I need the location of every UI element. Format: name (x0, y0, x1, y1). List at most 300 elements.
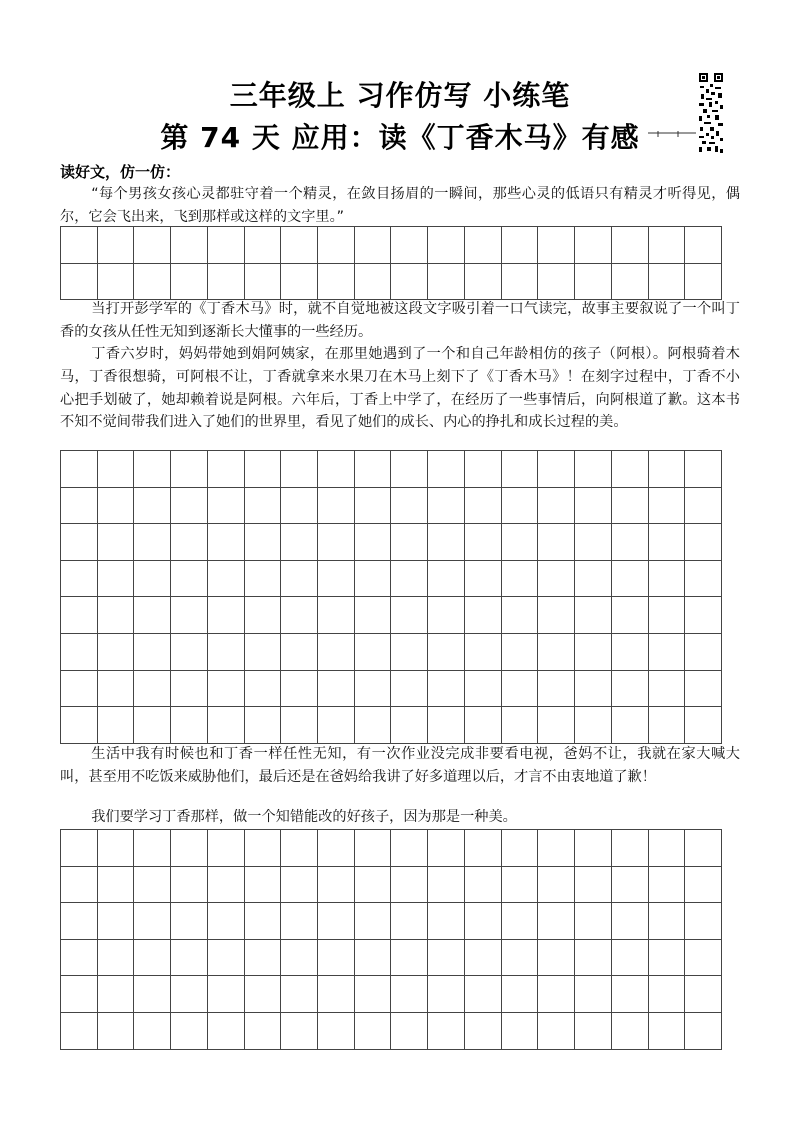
grid-cell[interactable] (575, 227, 612, 264)
grid-cell[interactable] (134, 227, 171, 264)
grid-cell[interactable] (134, 451, 171, 488)
grid-cell[interactable] (245, 264, 282, 301)
grid-cell[interactable] (98, 488, 135, 525)
grid-cell[interactable] (391, 940, 428, 977)
grid-cell[interactable] (355, 264, 392, 301)
grid-cell[interactable] (612, 976, 649, 1013)
grid-cell[interactable] (685, 976, 722, 1013)
grid-cell[interactable] (612, 830, 649, 867)
grid-cell[interactable] (612, 707, 649, 744)
grid-cell[interactable] (318, 227, 355, 264)
grid-cell[interactable] (245, 903, 282, 940)
grid-cell[interactable] (61, 634, 98, 671)
grid-cell[interactable] (465, 264, 502, 301)
grid-cell[interactable] (428, 597, 465, 634)
grid-cell[interactable] (281, 524, 318, 561)
grid-cell[interactable] (649, 671, 686, 708)
grid-cell[interactable] (391, 671, 428, 708)
grid-cell[interactable] (428, 524, 465, 561)
grid-cell[interactable] (208, 264, 245, 301)
grid-cell[interactable] (318, 597, 355, 634)
grid-cell[interactable] (428, 976, 465, 1013)
grid-cell[interactable] (281, 903, 318, 940)
grid-cell[interactable] (391, 264, 428, 301)
grid-cell[interactable] (61, 264, 98, 301)
grid-cell[interactable] (428, 227, 465, 264)
grid-cell[interactable] (649, 524, 686, 561)
grid-cell[interactable] (538, 227, 575, 264)
grid-cell[interactable] (538, 561, 575, 598)
grid-cell[interactable] (502, 671, 539, 708)
grid-cell[interactable] (208, 867, 245, 904)
grid-cell[interactable] (465, 976, 502, 1013)
grid-cell[interactable] (391, 524, 428, 561)
grid-cell[interactable] (171, 671, 208, 708)
grid-cell[interactable] (391, 488, 428, 525)
grid-cell[interactable] (98, 597, 135, 634)
grid-cell[interactable] (61, 867, 98, 904)
grid-cell[interactable] (685, 634, 722, 671)
grid-cell[interactable] (98, 903, 135, 940)
grid-cell[interactable] (98, 561, 135, 598)
grid-cell[interactable] (318, 940, 355, 977)
grid-cell[interactable] (391, 903, 428, 940)
grid-cell[interactable] (538, 524, 575, 561)
grid-cell[interactable] (575, 830, 612, 867)
grid-cell[interactable] (245, 1013, 282, 1050)
grid-cell[interactable] (685, 903, 722, 940)
grid-cell[interactable] (685, 940, 722, 977)
grid-cell[interactable] (98, 1013, 135, 1050)
grid-cell[interactable] (538, 940, 575, 977)
grid-cell[interactable] (98, 451, 135, 488)
grid-cell[interactable] (465, 830, 502, 867)
grid-cell[interactable] (685, 561, 722, 598)
grid-cell[interactable] (98, 707, 135, 744)
grid-cell[interactable] (355, 903, 392, 940)
grid-cell[interactable] (575, 524, 612, 561)
grid-cell[interactable] (575, 561, 612, 598)
grid-cell[interactable] (355, 830, 392, 867)
grid-cell[interactable] (538, 488, 575, 525)
grid-cell[interactable] (649, 940, 686, 977)
grid-cell[interactable] (171, 976, 208, 1013)
grid-cell[interactable] (502, 707, 539, 744)
grid-cell[interactable] (61, 597, 98, 634)
grid-cell[interactable] (98, 227, 135, 264)
grid-cell[interactable] (685, 867, 722, 904)
page-subtitle: 第 74 天 应用：读《丁香木马》有感 (160, 121, 640, 154)
grid-cell[interactable] (538, 867, 575, 904)
grid-cell[interactable] (208, 940, 245, 977)
grid-cell[interactable] (318, 830, 355, 867)
grid-cell[interactable] (465, 903, 502, 940)
grid-cell[interactable] (208, 524, 245, 561)
grid-cell[interactable] (465, 227, 502, 264)
grid-cell[interactable] (61, 1013, 98, 1050)
grid-cell[interactable] (538, 1013, 575, 1050)
grid-cell[interactable] (281, 707, 318, 744)
grid-cell[interactable] (281, 227, 318, 264)
grid-cell[interactable] (575, 264, 612, 301)
grid-cell[interactable] (245, 524, 282, 561)
grid-cell[interactable] (649, 830, 686, 867)
grid-cell[interactable] (685, 830, 722, 867)
grid-cell[interactable] (502, 264, 539, 301)
grid-cell[interactable] (318, 451, 355, 488)
grid-cell[interactable] (391, 976, 428, 1013)
grid-cell[interactable] (391, 451, 428, 488)
grid-cell[interactable] (502, 1013, 539, 1050)
grid-cell[interactable] (391, 707, 428, 744)
grid-cell[interactable] (465, 634, 502, 671)
grid-cell[interactable] (685, 227, 722, 264)
grid-cell[interactable] (685, 264, 722, 301)
grid-cell[interactable] (428, 451, 465, 488)
grid-cell[interactable] (245, 227, 282, 264)
grid-cell[interactable] (428, 1013, 465, 1050)
grid-cell[interactable] (428, 903, 465, 940)
grid-cell[interactable] (612, 597, 649, 634)
qr-code-icon (698, 72, 724, 154)
grid-cell[interactable] (208, 1013, 245, 1050)
grid-cell[interactable] (612, 867, 649, 904)
grid-cell[interactable] (355, 940, 392, 977)
grid-cell[interactable] (98, 830, 135, 867)
grid-cell[interactable] (208, 830, 245, 867)
grid-cell[interactable] (612, 488, 649, 525)
grid-cell[interactable] (355, 976, 392, 1013)
grid-cell[interactable] (134, 707, 171, 744)
grid-cell[interactable] (355, 597, 392, 634)
grid-cell[interactable] (428, 671, 465, 708)
grid-cell[interactable] (245, 634, 282, 671)
grid-cell[interactable] (318, 707, 355, 744)
grid-cell[interactable] (245, 597, 282, 634)
grid-cell[interactable] (281, 634, 318, 671)
grid-cell[interactable] (685, 1013, 722, 1050)
grid-cell[interactable] (171, 903, 208, 940)
grid-cell[interactable] (208, 903, 245, 940)
grid-cell[interactable] (61, 940, 98, 977)
grid-cell[interactable] (465, 707, 502, 744)
writing-grid[interactable] (60, 226, 722, 300)
grid-cell[interactable] (281, 1013, 318, 1050)
grid-cell[interactable] (428, 830, 465, 867)
grid-cell[interactable] (355, 1013, 392, 1050)
grid-cell[interactable] (61, 671, 98, 708)
grid-cell[interactable] (61, 451, 98, 488)
grid-cell[interactable] (134, 524, 171, 561)
grid-cell[interactable] (538, 451, 575, 488)
grid-cell[interactable] (538, 634, 575, 671)
grid-cell[interactable] (318, 671, 355, 708)
grid-cell[interactable] (281, 561, 318, 598)
grid-cell[interactable] (612, 634, 649, 671)
grid-cell[interactable] (208, 561, 245, 598)
grid-cell[interactable] (98, 524, 135, 561)
grid-cell[interactable] (245, 561, 282, 598)
grid-cell[interactable] (502, 830, 539, 867)
grid-cell[interactable] (391, 561, 428, 598)
grid-cell[interactable] (465, 671, 502, 708)
grid-cell[interactable] (649, 227, 686, 264)
page-title: 三年级上 习作仿写 小练笔 (229, 79, 571, 112)
grid-cell[interactable] (538, 264, 575, 301)
grid-cell[interactable] (134, 867, 171, 904)
grid-cell[interactable] (538, 976, 575, 1013)
grid-cell[interactable] (502, 634, 539, 671)
grid-cell[interactable] (538, 597, 575, 634)
grid-cell[interactable] (612, 1013, 649, 1050)
grid-cell[interactable] (134, 264, 171, 301)
grid-cell[interactable] (171, 1013, 208, 1050)
grid-cell[interactable] (318, 524, 355, 561)
grid-cell[interactable] (171, 227, 208, 264)
grid-cell[interactable] (355, 634, 392, 671)
grid-cell[interactable] (502, 903, 539, 940)
grid-cell[interactable] (98, 867, 135, 904)
grid-cell[interactable] (465, 561, 502, 598)
grid-cell[interactable] (575, 488, 612, 525)
grid-cell[interactable] (612, 903, 649, 940)
grid-cell[interactable] (318, 976, 355, 1013)
grid-cell[interactable] (502, 976, 539, 1013)
grid-cell[interactable] (502, 451, 539, 488)
grid-cell[interactable] (355, 488, 392, 525)
grid-cell[interactable] (318, 561, 355, 598)
grid-cell[interactable] (391, 830, 428, 867)
grid-cell[interactable] (649, 867, 686, 904)
grid-cell[interactable] (685, 488, 722, 525)
grid-cell[interactable] (208, 707, 245, 744)
grid-cell[interactable] (575, 671, 612, 708)
paragraph-reflection: 生活中我有时候也和丁香一样任性无知，有一次作业没完成非要看电视，爸妈不让，我就在家大喊大叫，甚至用不吃饭来威胁他们，最后还是在爸妈给我讲了好多道理以后，才言不由衷地道了歉！ (60, 746, 740, 785)
grid-cell[interactable] (355, 451, 392, 488)
grid-cell[interactable] (502, 867, 539, 904)
grid-cell[interactable] (649, 451, 686, 488)
grid-cell[interactable] (171, 634, 208, 671)
grid-cell[interactable] (612, 451, 649, 488)
grid-cell[interactable] (428, 634, 465, 671)
grid-cell[interactable] (428, 867, 465, 904)
grid-cell[interactable] (134, 634, 171, 671)
grid-cell[interactable] (61, 227, 98, 264)
grid-cell[interactable] (98, 264, 135, 301)
grid-cell[interactable] (649, 561, 686, 598)
grid-cell[interactable] (612, 524, 649, 561)
grid-cell[interactable] (171, 940, 208, 977)
leader-line (648, 131, 696, 137)
grid-cell[interactable] (245, 940, 282, 977)
grid-cell[interactable] (171, 264, 208, 301)
paragraph-quote: “每个男孩女孩心灵都驻守着一个精灵，在敛目扬眉的一瞬间，那些心灵的低语只有精灵才听得见，偶尔，它会飞出来，飞到那样或这样的文字里。” (60, 186, 740, 225)
grid-cell[interactable] (318, 264, 355, 301)
grid-cell[interactable] (61, 707, 98, 744)
grid-cell[interactable] (208, 597, 245, 634)
grid-cell[interactable] (575, 976, 612, 1013)
grid-cell[interactable] (538, 707, 575, 744)
grid-cell[interactable] (575, 1013, 612, 1050)
grid-cell[interactable] (575, 597, 612, 634)
grid-cell[interactable] (171, 867, 208, 904)
grid-cell[interactable] (575, 634, 612, 671)
grid-cell[interactable] (649, 1013, 686, 1050)
grid-cell[interactable] (465, 451, 502, 488)
grid-cell[interactable] (685, 524, 722, 561)
grid-cell[interactable] (465, 1013, 502, 1050)
grid-cell[interactable] (171, 707, 208, 744)
grid-cell[interactable] (612, 671, 649, 708)
grid-cell[interactable] (208, 227, 245, 264)
grid-cell[interactable] (355, 561, 392, 598)
grid-cell[interactable] (171, 524, 208, 561)
grid-cell[interactable] (649, 903, 686, 940)
grid-cell[interactable] (281, 671, 318, 708)
grid-cell[interactable] (61, 830, 98, 867)
grid-cell[interactable] (318, 903, 355, 940)
section-heading: 读好文，仿一仿： (60, 163, 181, 181)
grid-cell[interactable] (355, 227, 392, 264)
grid-cell[interactable] (391, 634, 428, 671)
grid-cell[interactable] (612, 561, 649, 598)
grid-cell[interactable] (134, 488, 171, 525)
grid-cell[interactable] (134, 903, 171, 940)
grid-cell[interactable] (355, 707, 392, 744)
grid-cell[interactable] (428, 488, 465, 525)
grid-cell[interactable] (465, 524, 502, 561)
grid-cell[interactable] (502, 227, 539, 264)
grid-cell[interactable] (318, 1013, 355, 1050)
grid-cell[interactable] (685, 671, 722, 708)
grid-cell[interactable] (649, 488, 686, 525)
grid-cell[interactable] (502, 597, 539, 634)
grid-cell[interactable] (98, 976, 135, 1013)
grid-cell[interactable] (61, 561, 98, 598)
grid-cell[interactable] (502, 561, 539, 598)
grid-cell[interactable] (281, 976, 318, 1013)
grid-cell[interactable] (428, 264, 465, 301)
grid-cell[interactable] (208, 451, 245, 488)
grid-cell[interactable] (575, 707, 612, 744)
grid-cell[interactable] (428, 707, 465, 744)
grid-cell[interactable] (61, 524, 98, 561)
grid-cell[interactable] (98, 634, 135, 671)
grid-cell[interactable] (245, 976, 282, 1013)
grid-cell[interactable] (171, 488, 208, 525)
grid-cell[interactable] (612, 264, 649, 301)
grid-cell[interactable] (245, 707, 282, 744)
grid-cell[interactable] (208, 634, 245, 671)
grid-cell[interactable] (61, 903, 98, 940)
grid-cell[interactable] (685, 707, 722, 744)
grid-cell[interactable] (428, 561, 465, 598)
grid-cell[interactable] (134, 597, 171, 634)
grid-cell[interactable] (649, 634, 686, 671)
grid-cell[interactable] (281, 940, 318, 977)
grid-cell[interactable] (281, 830, 318, 867)
grid-cell[interactable] (465, 597, 502, 634)
grid-cell[interactable] (391, 1013, 428, 1050)
grid-cell[interactable] (245, 488, 282, 525)
grid-cell[interactable] (575, 451, 612, 488)
grid-cell[interactable] (612, 940, 649, 977)
grid-cell[interactable] (61, 488, 98, 525)
grid-cell[interactable] (245, 451, 282, 488)
grid-cell[interactable] (391, 867, 428, 904)
grid-cell[interactable] (245, 830, 282, 867)
grid-cell[interactable] (134, 1013, 171, 1050)
grid-cell[interactable] (612, 227, 649, 264)
writing-grid[interactable] (60, 829, 722, 1050)
grid-cell[interactable] (502, 524, 539, 561)
grid-cell[interactable] (98, 671, 135, 708)
grid-cell[interactable] (355, 524, 392, 561)
grid-cell[interactable] (245, 867, 282, 904)
grid-cell[interactable] (538, 830, 575, 867)
grid-cell[interactable] (685, 451, 722, 488)
grid-cell[interactable] (208, 488, 245, 525)
grid-cell[interactable] (208, 976, 245, 1013)
grid-cell[interactable] (502, 940, 539, 977)
grid-cell[interactable] (134, 671, 171, 708)
grid-cell[interactable] (575, 903, 612, 940)
grid-cell[interactable] (391, 227, 428, 264)
grid-cell[interactable] (318, 634, 355, 671)
grid-cell[interactable] (355, 867, 392, 904)
grid-cell[interactable] (98, 940, 135, 977)
grid-cell[interactable] (134, 561, 171, 598)
grid-cell[interactable] (171, 561, 208, 598)
grid-cell[interactable] (575, 867, 612, 904)
grid-cell[interactable] (208, 671, 245, 708)
grid-cell[interactable] (318, 867, 355, 904)
grid-cell[interactable] (649, 597, 686, 634)
grid-cell[interactable] (281, 488, 318, 525)
grid-cell[interactable] (465, 867, 502, 904)
grid-cell[interactable] (171, 830, 208, 867)
grid-cell[interactable] (134, 976, 171, 1013)
grid-cell[interactable] (538, 671, 575, 708)
grid-cell[interactable] (649, 707, 686, 744)
grid-cell[interactable] (134, 830, 171, 867)
grid-cell[interactable] (281, 867, 318, 904)
grid-cell[interactable] (502, 488, 539, 525)
grid-cell[interactable] (245, 671, 282, 708)
paragraph-intro: 当打开彭学军的《丁香木马》时，就不自觉地被这段文字吸引着一口气读完，故事主要叙说了一个叫丁香的女孩从任性无知到逐渐长大懂事的一些经历。 (60, 301, 740, 340)
grid-cell[interactable] (171, 597, 208, 634)
grid-cell[interactable] (281, 451, 318, 488)
writing-grid[interactable] (60, 450, 722, 744)
grid-cell[interactable] (281, 264, 318, 301)
grid-cell[interactable] (134, 940, 171, 977)
grid-cell[interactable] (355, 671, 392, 708)
paragraph-conclusion: 我们要学习丁香那样，做一个知错能改的好孩子，因为那是一种美。 (91, 809, 517, 825)
grid-cell[interactable] (465, 488, 502, 525)
grid-cell[interactable] (171, 451, 208, 488)
grid-cell[interactable] (318, 488, 355, 525)
grid-cell[interactable] (61, 976, 98, 1013)
grid-cell[interactable] (649, 976, 686, 1013)
grid-cell[interactable] (428, 940, 465, 977)
grid-cell[interactable] (575, 940, 612, 977)
grid-cell[interactable] (685, 597, 722, 634)
grid-cell[interactable] (281, 597, 318, 634)
grid-cell[interactable] (391, 597, 428, 634)
grid-cell[interactable] (538, 903, 575, 940)
grid-cell[interactable] (649, 264, 686, 301)
grid-cell[interactable] (465, 940, 502, 977)
